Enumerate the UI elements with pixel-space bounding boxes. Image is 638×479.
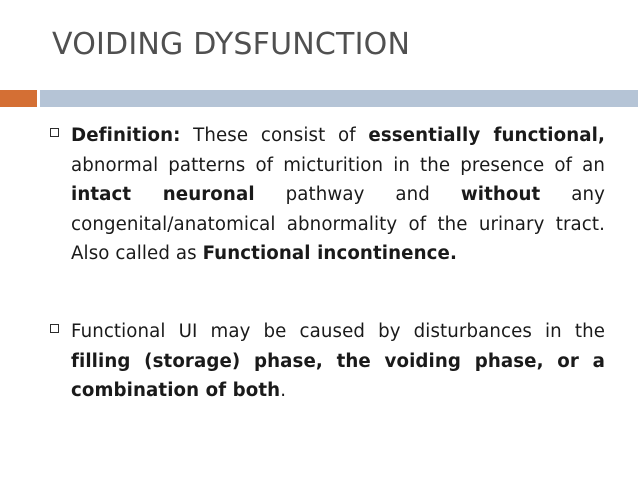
text-segment: essentially functional, [368, 125, 605, 146]
text-segment: abnormal patterns of micturition in the presence of an [71, 154, 605, 176]
square-bullet-icon [50, 128, 59, 137]
square-bullet-icon [50, 324, 59, 333]
text-segment: . [280, 380, 287, 401]
bullet-text [71, 317, 605, 406]
text-segment: without [460, 184, 541, 205]
text-segment: intact neuronal [71, 184, 255, 205]
text-segment: filling (storage) phase, the voiding phase, or a combination of both [71, 350, 605, 401]
text-segment: Functional UI may be caused by disturbances in the [71, 321, 605, 342]
text-segment: pathway and [254, 184, 461, 205]
text-segment: Definition: [71, 125, 181, 146]
title-accent-bar [0, 90, 37, 107]
slide-title: VOIDING DYSFUNCTION [52, 27, 411, 62]
bullet-functional-ui [47, 317, 605, 406]
text-segment: Functional incontinence. [202, 243, 457, 264]
text-segment: any congenital/anatomical abnormality of the urinary tract. Also called as [71, 184, 606, 264]
title-divider-bar [40, 90, 638, 107]
bullet-text [71, 121, 605, 269]
bullet-definition [47, 121, 605, 269]
text-segment: These consist of [180, 125, 369, 146]
